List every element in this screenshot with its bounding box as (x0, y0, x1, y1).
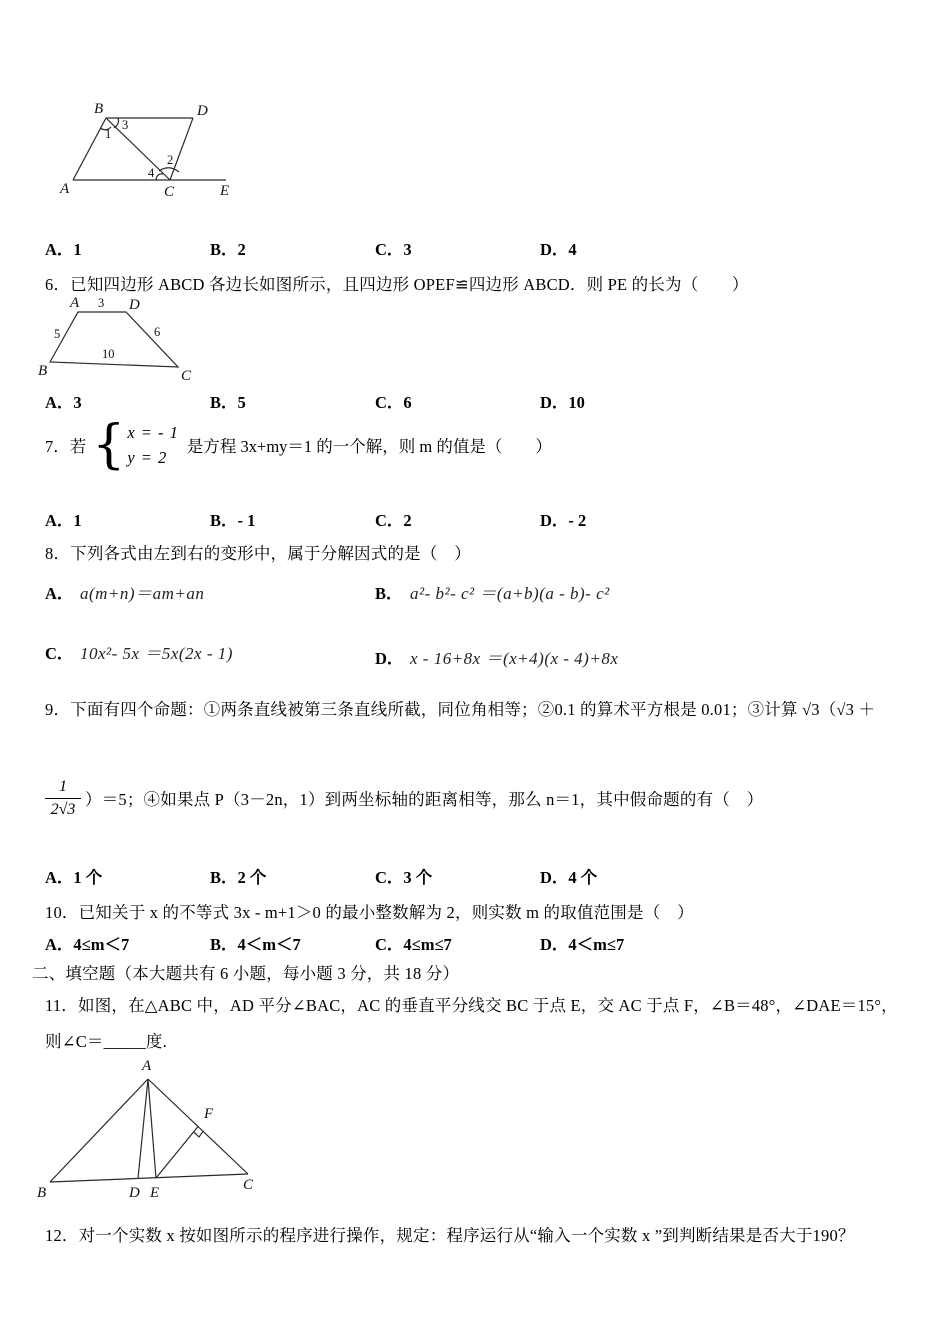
question-8-text: 8．下列各式由左到右的变形中，属于分解因式的是（ ） (45, 544, 471, 563)
fig2-label-d: D (129, 297, 140, 313)
q9-option-b: B．2 个 (210, 868, 267, 887)
q10-option-b: B．4＜m＜7 (210, 935, 301, 954)
fig1-angle1-label: 1 (105, 127, 112, 141)
figure-q6-quadrilateral (38, 296, 198, 386)
q8-option-d-label: D． (375, 649, 404, 668)
q8-option-a-label: A． (45, 584, 74, 603)
q6-option-b: B．5 (210, 393, 246, 412)
question-7-text (45, 416, 552, 474)
fig3-label-e: E (150, 1185, 160, 1201)
fig3-segment-ef (156, 1127, 198, 1179)
fig3-segment-ad (138, 1079, 148, 1179)
fig1-label-e: E (220, 183, 230, 199)
fig3-label-c: C (243, 1177, 254, 1193)
q10-option-a: A．4≤m＜7 (45, 935, 130, 954)
fig3-right-angle-mark (194, 1131, 203, 1137)
q8-option-b-formula: a²- b²- c² ＝(a+b)(a - b)- c² (410, 584, 610, 603)
q9-fraction-numerator: 1 (45, 778, 81, 799)
q8-option-d-formula: x - 16+8x ＝(x+4)(x - 4)+8x (410, 649, 619, 668)
question-7-options (0, 507, 950, 529)
q7-prefix: 7．若 (45, 437, 87, 456)
q7-option-b: B．- 1 (210, 511, 256, 530)
fig2-side-dc-length: 6 (154, 325, 161, 339)
q9-line2-text: ）＝5；④如果点 P（3－2n，1）到两坐标轴的距离相等，那么 n＝1，其中假命题的有（ ） (85, 790, 764, 809)
fig3-label-d: D (129, 1185, 140, 1201)
q7-option-a: A．1 (45, 511, 82, 530)
question-11-line1: 11．如图，在△ABC 中，AD 平分∠BAC，AC 的垂直平分线交 BC 于点 E，交 AC 于点 F，∠B＝48°，∠DAE＝15°， (45, 996, 898, 1015)
fig1-label-a: A (60, 181, 70, 197)
fig1-label-b: B (94, 101, 104, 117)
fig3-label-a: A (142, 1058, 152, 1074)
section-2-header: 二、填空题（本大题共有 6 小题，每小题 3 分，共 18 分） (32, 964, 460, 983)
q9-option-a: A．1 个 (45, 868, 103, 887)
question-8-options-row1 (0, 580, 950, 606)
q8-option-b-label: B． (375, 584, 403, 603)
fig1-side-dc (170, 118, 193, 180)
question-9-line2 (45, 768, 763, 828)
fig1-angle4-arc (156, 174, 163, 180)
question-12-text: 12．对一个实数 x 按如图所示的程序进行操作，规定：程序运行从“输入一个实数 x ”到判断结果是否大于190？ (45, 1226, 855, 1245)
question-11-line2: 则∠C＝_____度. (45, 1032, 167, 1051)
q5-option-d: D．4 (540, 240, 577, 259)
fig1-label-c: C (164, 184, 175, 200)
fig3-side-bc (50, 1174, 248, 1182)
q7-option-d: D．- 2 (540, 511, 587, 530)
fig2-side-ab-length: 5 (54, 327, 61, 341)
q10-option-d: D．4＜m≤7 (540, 935, 625, 954)
q7-option-c: C．2 (375, 511, 412, 530)
q7-equation-1: x = - 1 (127, 423, 179, 442)
fig1-side-ab (73, 118, 106, 180)
question-9-line1: 9．下面有四个命题：①两条直线被第三条直线所截，同位角相等；②0.1 的算术平方根是 0.01；③计算 √3（√3 ＋ (45, 700, 876, 719)
fig1-angle2-label: 2 (167, 153, 174, 167)
question-10-options (0, 931, 950, 953)
q9-option-d: D．4 个 (540, 868, 598, 887)
fig2-label-c: C (181, 368, 192, 384)
q9-fraction (45, 778, 81, 819)
question-9-options (0, 864, 950, 886)
fig3-label-b: B (37, 1185, 47, 1201)
fig2-label-a: A (70, 295, 80, 311)
question-10-text: 10．已知关于 x 的不等式 3x - m+1＞0 的最小整数解为 2，则实数 m 的取值范围是（ ） (45, 903, 694, 922)
fig1-angle3-label: 3 (122, 118, 129, 132)
q6-option-a: A．3 (45, 393, 82, 412)
question-8-options-row2 (0, 640, 950, 666)
question-6-options (0, 389, 950, 411)
fig3-label-f: F (204, 1106, 214, 1122)
question-5-options (0, 236, 950, 258)
q7-equation-2: y = 2 (127, 448, 168, 467)
q5-option-a: A．1 (45, 240, 82, 259)
q7-brace: { (92, 415, 126, 475)
q8-option-a-formula: a(m+n)＝am+an (80, 584, 205, 603)
fig1-label-d: D (197, 103, 208, 119)
question-6-text: 6．已知四边形 ABCD 各边长如图所示，且四边形 OPEF≌四边形 ABCD．则 PE 的长为（ ） (45, 275, 749, 294)
q7-equation-system (127, 420, 179, 470)
q9-option-c: C．3 个 (375, 868, 433, 887)
q8-option-c-label: C． (45, 644, 74, 663)
q5-option-b: B．2 (210, 240, 246, 259)
fig1-angle2-arc (159, 168, 179, 172)
fig2-side-ad-length: 3 (98, 296, 105, 310)
fig2-side-bc-length: 10 (102, 347, 115, 361)
fig3-segment-ae (148, 1079, 156, 1178)
figure-q11-triangle (35, 1052, 265, 1202)
fig1-angle4-label: 4 (148, 166, 155, 180)
q7-suffix: 是方程 3x+my＝1 的一个解，则 m 的值是（ ） (186, 437, 552, 456)
q5-option-c: C．3 (375, 240, 412, 259)
q6-option-c: C．6 (375, 393, 412, 412)
q10-option-c: C．4≤m≤7 (375, 935, 452, 954)
q9-fraction-denominator: 2√3 (50, 800, 76, 818)
fig3-side-ba (50, 1079, 148, 1182)
fig2-label-b: B (38, 363, 48, 379)
figure-q5-parallelogram (58, 98, 238, 203)
q8-option-c-formula: 10x²- 5x ＝5x(2x - 1) (80, 644, 233, 663)
q6-option-d: D．10 (540, 393, 585, 412)
